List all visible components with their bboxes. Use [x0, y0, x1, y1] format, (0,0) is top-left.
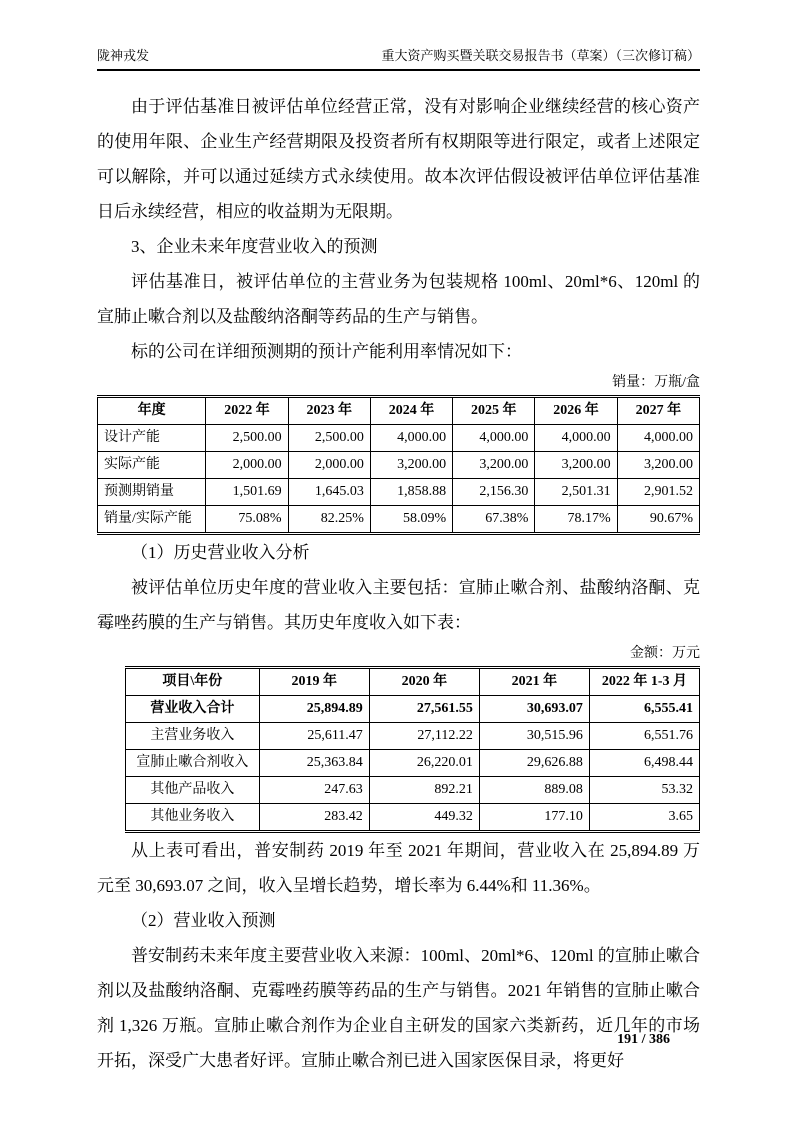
paragraph-main-business: 评估基准日，被评估单位的主营业务为包装规格 100ml、20ml*6、120ml 的宣肺止嗽合剂以及盐酸纳洛酮等药品的生产与销售。: [97, 272, 700, 326]
capacity-header-cell: 2023 年: [288, 397, 370, 425]
paragraph-capacity-intro: 标的公司在详细预测期的预计产能利用率情况如下：: [131, 342, 522, 361]
value-cell: 247.63: [259, 777, 369, 804]
value-cell: 1,858.88: [370, 479, 452, 506]
revenue-header-cell: 项目\年份: [126, 668, 260, 696]
value-cell: 6,498.44: [589, 750, 699, 777]
revenue-header-cell: 2020 年: [369, 668, 479, 696]
table-row: [98, 452, 700, 479]
value-cell: 4,000.00: [453, 425, 535, 452]
value-cell: 75.08%: [206, 506, 288, 534]
table-row: [98, 479, 700, 506]
revenue-table-wrapper: [125, 666, 700, 833]
table-row: [126, 723, 700, 750]
capacity-header-cell: 年度: [98, 397, 206, 425]
value-cell: 3,200.00: [453, 452, 535, 479]
paragraph-growth-summary: 从上表可看出，普安制药 2019 年至 2021 年期间，营业收入在 25,894.89 万元至 30,693.07 之间，收入呈增长趋势，增长率为 6.44%和 11.36%。: [97, 841, 700, 895]
value-cell: 67.38%: [453, 506, 535, 534]
capacity-header-cell: 2022 年: [206, 397, 288, 425]
row-label-cell: 设计产能: [98, 425, 206, 452]
value-cell: 27,561.55: [369, 696, 479, 723]
value-cell: 2,156.30: [453, 479, 535, 506]
value-cell: 3,200.00: [370, 452, 452, 479]
value-cell: 2,501.31: [535, 479, 617, 506]
value-cell: 30,515.96: [479, 723, 589, 750]
row-label-cell: 其他产品收入: [126, 777, 260, 804]
row-label-cell: 预测期销量: [98, 479, 206, 506]
value-cell: 3,200.00: [535, 452, 617, 479]
revenue-header-cell: 2022 年 1-3 月: [589, 668, 699, 696]
row-label-cell: 其他业务收入: [126, 804, 260, 832]
value-cell: 4,000.00: [370, 425, 452, 452]
row-label-cell: 销量/实际产能: [98, 506, 206, 534]
paragraph-going-concern: 由于评估基准日被评估单位经营正常，没有对影响企业继续经营的核心资产的使用年限、企业生产经营期限及投资者所有权期限等进行限定，或者上述限定可以解除，并可以通过延续方式永续使用。故本次评估假设被评估单位评估基准日后永续经营，相应的收益期为无限期。: [97, 97, 700, 221]
table-row: [126, 804, 700, 832]
section-heading-revenue-forecast: 3、企业未来年度营业收入的预测: [131, 237, 378, 256]
value-cell: 3,200.00: [617, 452, 699, 479]
value-cell: 177.10: [479, 804, 589, 832]
value-cell: 58.09%: [370, 506, 452, 534]
value-cell: 25,894.89: [259, 696, 369, 723]
table-row-total: [126, 696, 700, 723]
revenue-table-header-row: [126, 668, 700, 696]
value-cell: 53.32: [589, 777, 699, 804]
value-cell: 4,000.00: [535, 425, 617, 452]
value-cell: 889.08: [479, 777, 589, 804]
capacity-header-cell: 2025 年: [453, 397, 535, 425]
revenue-table: [125, 666, 700, 833]
paragraph-forecast-detail: 普安制药未来年度主要营业收入来源：100ml、20ml*6、120ml 的宣肺止嗽合剂以及盐酸纳洛酮、克霉唑药膜等药品的生产与销售。2021 年销售的宣肺止嗽合剂 1,326 万瓶。宣肺止嗽合剂作为企业自主研发的国家六类新药，近几年的市场开拓，深受广大患者好评。宣肺止嗽合剂已进入国家医保目录，将更好: [97, 946, 700, 1070]
section-heading-history-analysis: （1）历史营业收入分析: [131, 543, 310, 562]
table-row: [98, 506, 700, 534]
revenue-header-cell: 2021 年: [479, 668, 589, 696]
table-row: [126, 750, 700, 777]
doc-body: [97, 89, 700, 1078]
value-cell: 6,551.76: [589, 723, 699, 750]
value-cell: 90.67%: [617, 506, 699, 534]
capacity-table-unit-caption: 销量：万瓶/盒: [612, 375, 700, 390]
value-cell: 2,000.00: [288, 452, 370, 479]
capacity-table-header-row: [98, 397, 700, 425]
value-cell: 2,500.00: [206, 425, 288, 452]
value-cell: 1,501.69: [206, 479, 288, 506]
value-cell: 449.32: [369, 804, 479, 832]
row-label-cell: 宣肺止嗽合剂收入: [126, 750, 260, 777]
capacity-table: [97, 395, 700, 535]
row-label-cell: 实际产能: [98, 452, 206, 479]
table-row: [98, 425, 700, 452]
value-cell: 2,500.00: [288, 425, 370, 452]
value-cell: 6,555.41: [589, 696, 699, 723]
revenue-header-cell: 2019 年: [259, 668, 369, 696]
value-cell: 283.42: [259, 804, 369, 832]
footer-page-number: 191 / 386: [617, 1032, 670, 1047]
value-cell: 1,645.03: [288, 479, 370, 506]
capacity-header-cell: 2026 年: [535, 397, 617, 425]
value-cell: 2,000.00: [206, 452, 288, 479]
header-document-title: 重大资产购买暨关联交易报告书（草案）（三次修订稿）: [381, 48, 700, 63]
value-cell: 3.65: [589, 804, 699, 832]
value-cell: 2,901.52: [617, 479, 699, 506]
value-cell: 25,611.47: [259, 723, 369, 750]
value-cell: 26,220.01: [369, 750, 479, 777]
value-cell: 30,693.07: [479, 696, 589, 723]
value-cell: 29,626.88: [479, 750, 589, 777]
value-cell: 27,112.22: [369, 723, 479, 750]
capacity-header-cell: 2024 年: [370, 397, 452, 425]
table-row: [126, 777, 700, 804]
value-cell: 78.17%: [535, 506, 617, 534]
header-company-name: 陇神戎发: [97, 48, 150, 63]
row-label-cell: 营业收入合计: [126, 696, 260, 723]
value-cell: 4,000.00: [617, 425, 699, 452]
value-cell: 25,363.84: [259, 750, 369, 777]
row-label-cell: 主营业务收入: [126, 723, 260, 750]
doc-header: [97, 46, 700, 71]
capacity-header-cell: 2027 年: [617, 397, 699, 425]
paragraph-history-intro: 被评估单位历史年度的营业收入主要包括：宣肺止嗽合剂、盐酸纳洛酮、克霉唑药膜的生产与销售。其历史年度收入如下表：: [97, 578, 700, 632]
value-cell: 82.25%: [288, 506, 370, 534]
revenue-table-unit-caption: 金额：万元: [630, 646, 700, 661]
value-cell: 892.21: [369, 777, 479, 804]
section-heading-income-forecast: （2）营业收入预测: [131, 911, 276, 930]
